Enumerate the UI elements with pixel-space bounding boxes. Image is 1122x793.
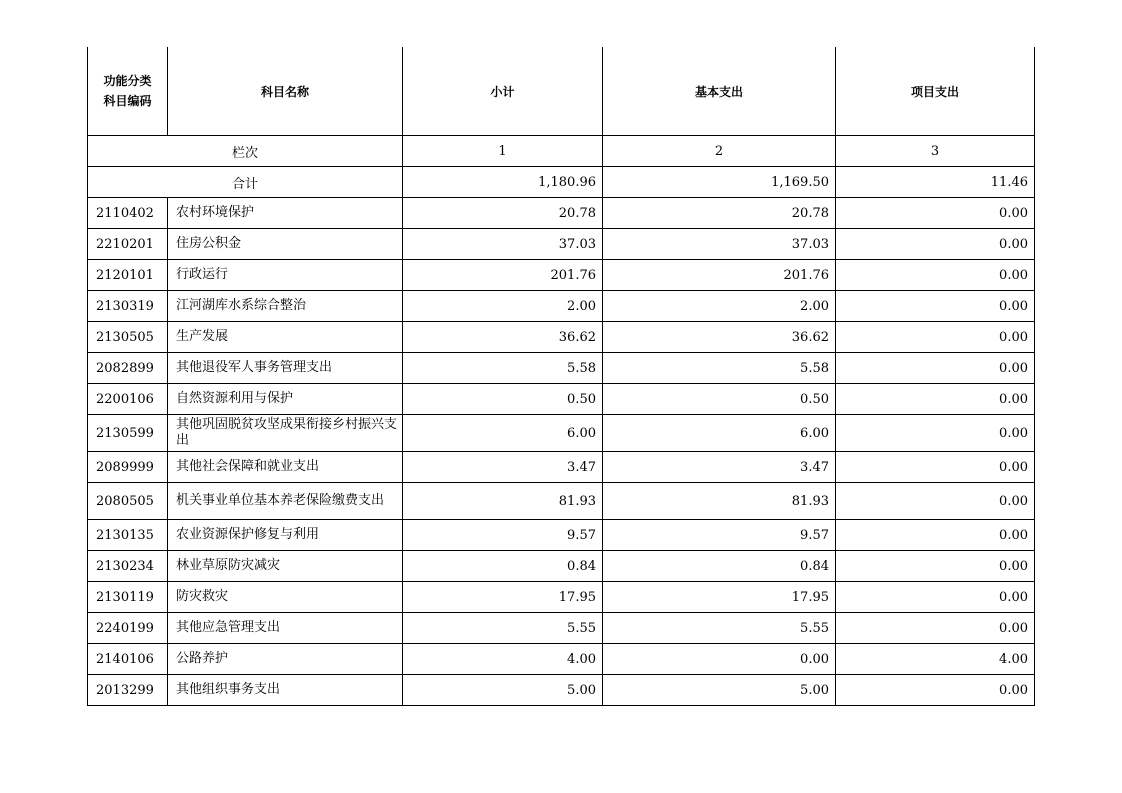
row-subtotal: 36.62 (403, 322, 603, 353)
row-basic: 201.76 (603, 260, 836, 291)
row-basic: 17.95 (603, 582, 836, 613)
table-row (88, 198, 1035, 229)
header-name: 科目名称 (168, 47, 403, 136)
row-project: 0.00 (836, 384, 1035, 415)
table-row (88, 260, 1035, 291)
header-project: 项目支出 (836, 47, 1035, 136)
row-basic: 81.93 (603, 483, 836, 520)
row-project: 0.00 (836, 353, 1035, 384)
row-code: 2013299 (88, 675, 168, 706)
row-project: 0.00 (836, 322, 1035, 353)
row-subtotal: 5.00 (403, 675, 603, 706)
total-row (88, 167, 1035, 198)
table-row (88, 675, 1035, 706)
row-name: 其他应急管理支出 (168, 613, 403, 644)
table-row (88, 483, 1035, 520)
column-index-2: 2 (603, 136, 836, 167)
row-subtotal: 0.50 (403, 384, 603, 415)
table-row (88, 384, 1035, 415)
row-code: 2130505 (88, 322, 168, 353)
row-name: 农业资源保护修复与利用 (168, 520, 403, 551)
row-subtotal: 37.03 (403, 229, 603, 260)
row-code: 2140106 (88, 644, 168, 675)
row-name: 林业草原防灾减灾 (168, 551, 403, 582)
row-project: 0.00 (836, 452, 1035, 483)
table-row (88, 582, 1035, 613)
row-basic: 5.58 (603, 353, 836, 384)
row-project: 0.00 (836, 483, 1035, 520)
row-code: 2200106 (88, 384, 168, 415)
row-code: 2130234 (88, 551, 168, 582)
table-row (88, 415, 1035, 452)
row-name: 生产发展 (168, 322, 403, 353)
row-name: 江河湖库水系综合整治 (168, 291, 403, 322)
row-basic: 5.55 (603, 613, 836, 644)
row-project: 0.00 (836, 260, 1035, 291)
table-row (88, 322, 1035, 353)
row-project: 4.00 (836, 644, 1035, 675)
table-row (88, 452, 1035, 483)
header-code: 功能分类 科目编码 (88, 47, 168, 136)
row-basic: 6.00 (603, 415, 836, 452)
row-project: 0.00 (836, 520, 1035, 551)
row-name: 其他组织事务支出 (168, 675, 403, 706)
table-row (88, 644, 1035, 675)
table-row (88, 229, 1035, 260)
row-code: 2110402 (88, 198, 168, 229)
row-basic: 20.78 (603, 198, 836, 229)
table-row (88, 613, 1035, 644)
row-code: 2130319 (88, 291, 168, 322)
row-basic: 0.50 (603, 384, 836, 415)
row-name: 其他巩固脱贫攻坚成果衔接乡村振兴支出 (168, 415, 403, 452)
column-index-1: 1 (403, 136, 603, 167)
row-project: 0.00 (836, 198, 1035, 229)
row-subtotal: 3.47 (403, 452, 603, 483)
total-subtotal: 1,180.96 (403, 167, 603, 198)
row-name: 行政运行 (168, 260, 403, 291)
row-code: 2080505 (88, 483, 168, 520)
row-name: 农村环境保护 (168, 198, 403, 229)
row-name: 公路养护 (168, 644, 403, 675)
row-name: 其他退役军人事务管理支出 (168, 353, 403, 384)
row-name: 住房公积金 (168, 229, 403, 260)
column-index-3: 3 (836, 136, 1035, 167)
total-project: 11.46 (836, 167, 1035, 198)
row-project: 0.00 (836, 291, 1035, 322)
row-basic: 37.03 (603, 229, 836, 260)
column-index-label: 栏次 (88, 136, 403, 167)
row-project: 0.00 (836, 229, 1035, 260)
row-subtotal: 81.93 (403, 483, 603, 520)
row-name: 机关事业单位基本养老保险缴费支出 (168, 483, 403, 520)
row-subtotal: 2.00 (403, 291, 603, 322)
table-row (88, 353, 1035, 384)
total-label: 合计 (88, 167, 403, 198)
row-subtotal: 5.55 (403, 613, 603, 644)
row-subtotal: 20.78 (403, 198, 603, 229)
header-subtotal: 小计 (403, 47, 603, 136)
row-subtotal: 17.95 (403, 582, 603, 613)
row-basic: 5.00 (603, 675, 836, 706)
row-name: 自然资源利用与保护 (168, 384, 403, 415)
total-basic: 1,169.50 (603, 167, 836, 198)
row-subtotal: 201.76 (403, 260, 603, 291)
row-project: 0.00 (836, 551, 1035, 582)
budget-table (87, 47, 1035, 706)
table-row (88, 551, 1035, 582)
row-subtotal: 9.57 (403, 520, 603, 551)
row-basic: 0.00 (603, 644, 836, 675)
row-name: 其他社会保障和就业支出 (168, 452, 403, 483)
row-code: 2240199 (88, 613, 168, 644)
row-code: 2082899 (88, 353, 168, 384)
row-subtotal: 5.58 (403, 353, 603, 384)
row-code: 2089999 (88, 452, 168, 483)
header-row (88, 47, 1035, 136)
row-name: 防灾救灾 (168, 582, 403, 613)
row-basic: 0.84 (603, 551, 836, 582)
row-code: 2210201 (88, 229, 168, 260)
row-code: 2120101 (88, 260, 168, 291)
header-basic: 基本支出 (603, 47, 836, 136)
row-project: 0.00 (836, 582, 1035, 613)
column-index-row (88, 136, 1035, 167)
row-project: 0.00 (836, 415, 1035, 452)
row-subtotal: 6.00 (403, 415, 603, 452)
row-basic: 2.00 (603, 291, 836, 322)
row-project: 0.00 (836, 675, 1035, 706)
row-basic: 3.47 (603, 452, 836, 483)
table-row (88, 520, 1035, 551)
row-subtotal: 0.84 (403, 551, 603, 582)
row-subtotal: 4.00 (403, 644, 603, 675)
row-project: 0.00 (836, 613, 1035, 644)
row-code: 2130119 (88, 582, 168, 613)
row-code: 2130135 (88, 520, 168, 551)
row-basic: 9.57 (603, 520, 836, 551)
row-code: 2130599 (88, 415, 168, 452)
table-row (88, 291, 1035, 322)
row-basic: 36.62 (603, 322, 836, 353)
